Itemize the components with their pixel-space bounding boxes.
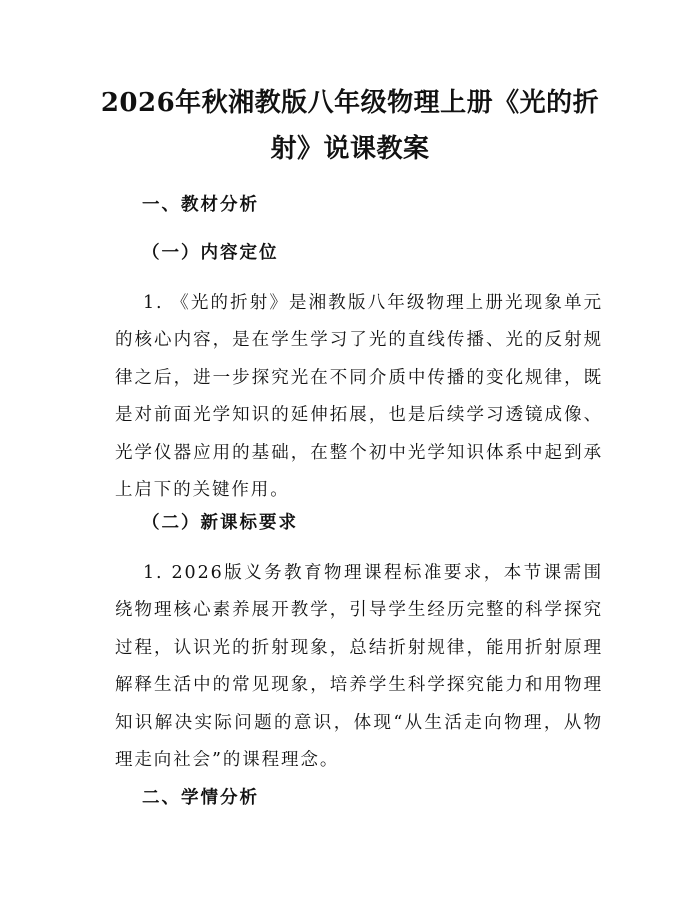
paragraph-content-positioning: 1. 《光的折射》是湘教版八年级物理上册光现象单元的核心内容，是在学生学习了光的直线传播、光的反射规律之后，进一步探究光在不同介质中传播的变化规律，既是对前面光学知识的延伸拓展，也是后续学习透镜成像、光学仪器应用的基础，在整个初中光学知识体系中起到承上启下的关键作用。	[115, 293, 603, 501]
subsection-heading-content-positioning: （一）内容定位	[142, 243, 279, 263]
section-heading-learner-analysis: 二、学情分析	[142, 788, 259, 808]
document-title	[100, 80, 600, 172]
paragraph-curriculum-standard: 1. 2026版义务教育物理课程标准要求，本节课需围绕物理核心素养展开教学，引导学生经历完整的科学探究过程，认识光的折射现象，总结折射规律，能用折射原理解释生活中的常见现象，培养学生科学探究能力和用物理知识解决实际问题的意识，体现“从生活走向物理，从物理走向社会”的课程理念。	[115, 563, 603, 771]
section-heading-textbook-analysis: 一、教材分析	[142, 195, 259, 215]
subsection-heading-curriculum-standard: （二）新课标要求	[142, 513, 298, 533]
title-line-1: 2026年秋湘教版八年级物理上册《光的折	[100, 88, 600, 118]
title-line-2: 射》说课教案	[270, 134, 430, 164]
